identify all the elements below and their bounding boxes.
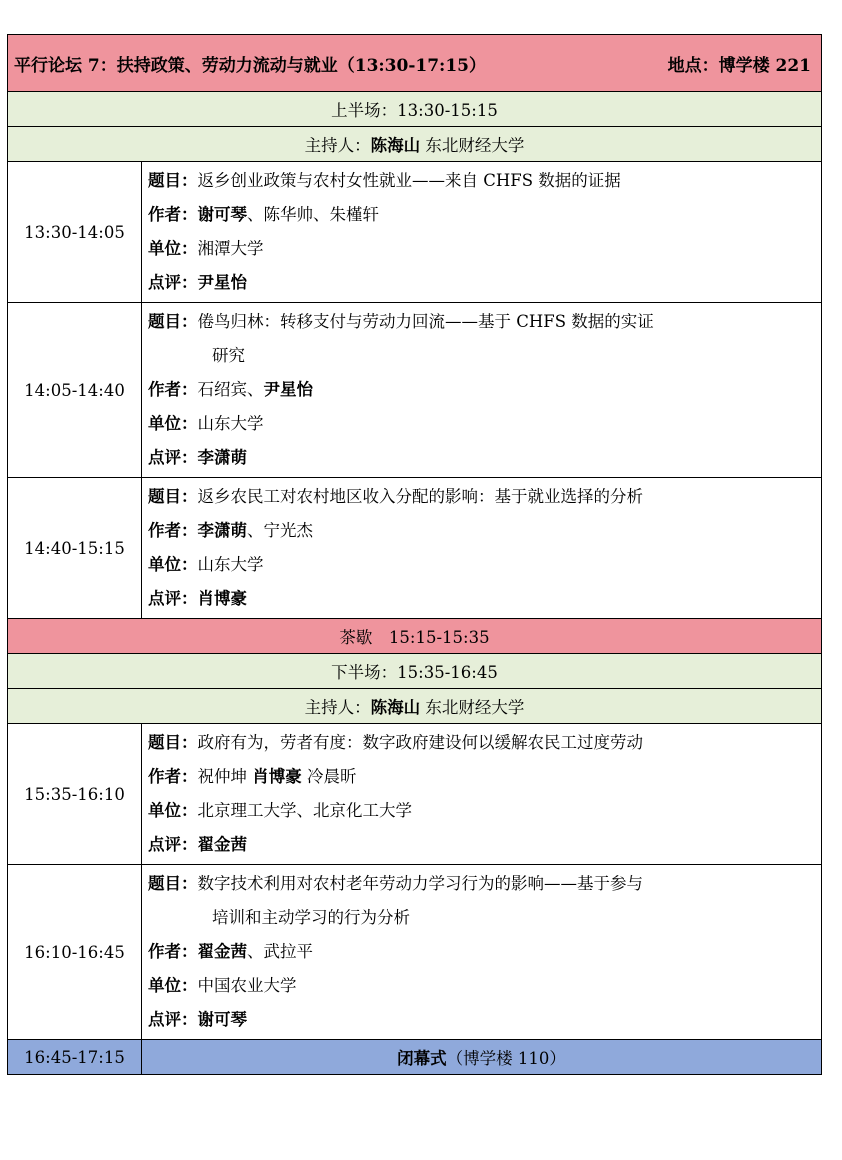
comment-line: 点评：尹星怡 xyxy=(148,273,247,292)
first-half-title: 上半场：13:30-15:15 xyxy=(8,92,822,127)
forum-location: 地点：博学楼 221 xyxy=(667,55,812,76)
forum-title: 平行论坛 7：扶持政策、劳动力流动与就业（13:30-17:15） xyxy=(14,55,486,76)
topic-line-continued: 研究 xyxy=(212,346,245,365)
session-details xyxy=(142,303,822,478)
topic-line: 题目：政府有为，劳者有度：数字政府建设何以缓解农民工过度劳动 xyxy=(148,733,643,752)
topic-line-continued: 培训和主动学习的行为分析 xyxy=(212,908,410,927)
author-line: 作者：翟金茜、武拉平 xyxy=(148,942,313,961)
tea-break: 茶歇 15:15-15:35 xyxy=(8,619,822,654)
host-org: 东北财经大学 xyxy=(425,136,525,155)
second-half-title-row xyxy=(8,654,822,689)
schedule-table xyxy=(7,34,822,1075)
session-row xyxy=(8,865,822,1040)
comment-line: 点评：肖博豪 xyxy=(148,589,247,608)
session-details xyxy=(142,478,822,619)
second-half-host-row xyxy=(8,689,822,724)
unit-line: 单位：山东大学 xyxy=(148,555,264,574)
unit-line: 单位：北京理工大学、北京化工大学 xyxy=(148,801,412,820)
author-line: 作者：李潇萌、宁光杰 xyxy=(148,521,313,540)
host-name: 陈海山 xyxy=(370,136,421,155)
first-half-title-row xyxy=(8,92,822,127)
topic-line: 题目：返乡农民工对农村地区收入分配的影响：基于就业选择的分析 xyxy=(148,487,643,506)
tea-break-row xyxy=(8,619,822,654)
host-org: 东北财经大学 xyxy=(425,698,525,717)
session-row xyxy=(8,724,822,865)
topic-line: 题目：数字技术利用对农村老年劳动力学习行为的影响——基于参与 xyxy=(148,874,643,893)
session-time: 14:05-14:40 xyxy=(8,303,142,478)
session-row xyxy=(8,162,822,303)
second-half-host: 主持人：陈海山 东北财经大学 xyxy=(8,689,822,724)
closing-time: 16:45-17:15 xyxy=(8,1040,142,1075)
comment-line: 点评：翟金茜 xyxy=(148,835,247,854)
author-line: 作者：祝仲坤 肖博豪 冷晨昕 xyxy=(148,767,357,786)
session-row xyxy=(8,478,822,619)
closing-row xyxy=(8,1040,822,1075)
topic-line: 题目：返乡创业政策与农村女性就业——来自 CHFS 数据的证据 xyxy=(148,171,621,190)
closing-title: 闭幕式（博学楼 110） xyxy=(142,1040,822,1075)
second-half-title: 下半场：15:35-16:45 xyxy=(8,654,822,689)
host-name: 陈海山 xyxy=(370,698,421,717)
session-time: 13:30-14:05 xyxy=(8,162,142,303)
session-details xyxy=(142,865,822,1040)
session-time: 14:40-15:15 xyxy=(8,478,142,619)
session-row xyxy=(8,303,822,478)
topic-line: 题目：倦鸟归林：转移支付与劳动力回流——基于 CHFS 数据的实证 xyxy=(148,312,654,331)
unit-line: 单位：山东大学 xyxy=(148,414,264,433)
session-time: 15:35-16:10 xyxy=(8,724,142,865)
session-details xyxy=(142,724,822,865)
forum-header-row xyxy=(8,35,822,92)
unit-line: 单位：湘潭大学 xyxy=(148,239,264,258)
comment-line: 点评：李潇萌 xyxy=(148,448,247,467)
session-time: 16:10-16:45 xyxy=(8,865,142,1040)
unit-line: 单位：中国农业大学 xyxy=(148,976,297,995)
comment-line: 点评：谢可琴 xyxy=(148,1010,247,1029)
first-half-host: 主持人：陈海山 东北财经大学 xyxy=(8,127,822,162)
first-half-host-row xyxy=(8,127,822,162)
author-line: 作者：谢可琴、陈华帅、朱槿轩 xyxy=(148,205,379,224)
author-line: 作者：石绍宾、尹星怡 xyxy=(148,380,313,399)
session-details xyxy=(142,162,822,303)
